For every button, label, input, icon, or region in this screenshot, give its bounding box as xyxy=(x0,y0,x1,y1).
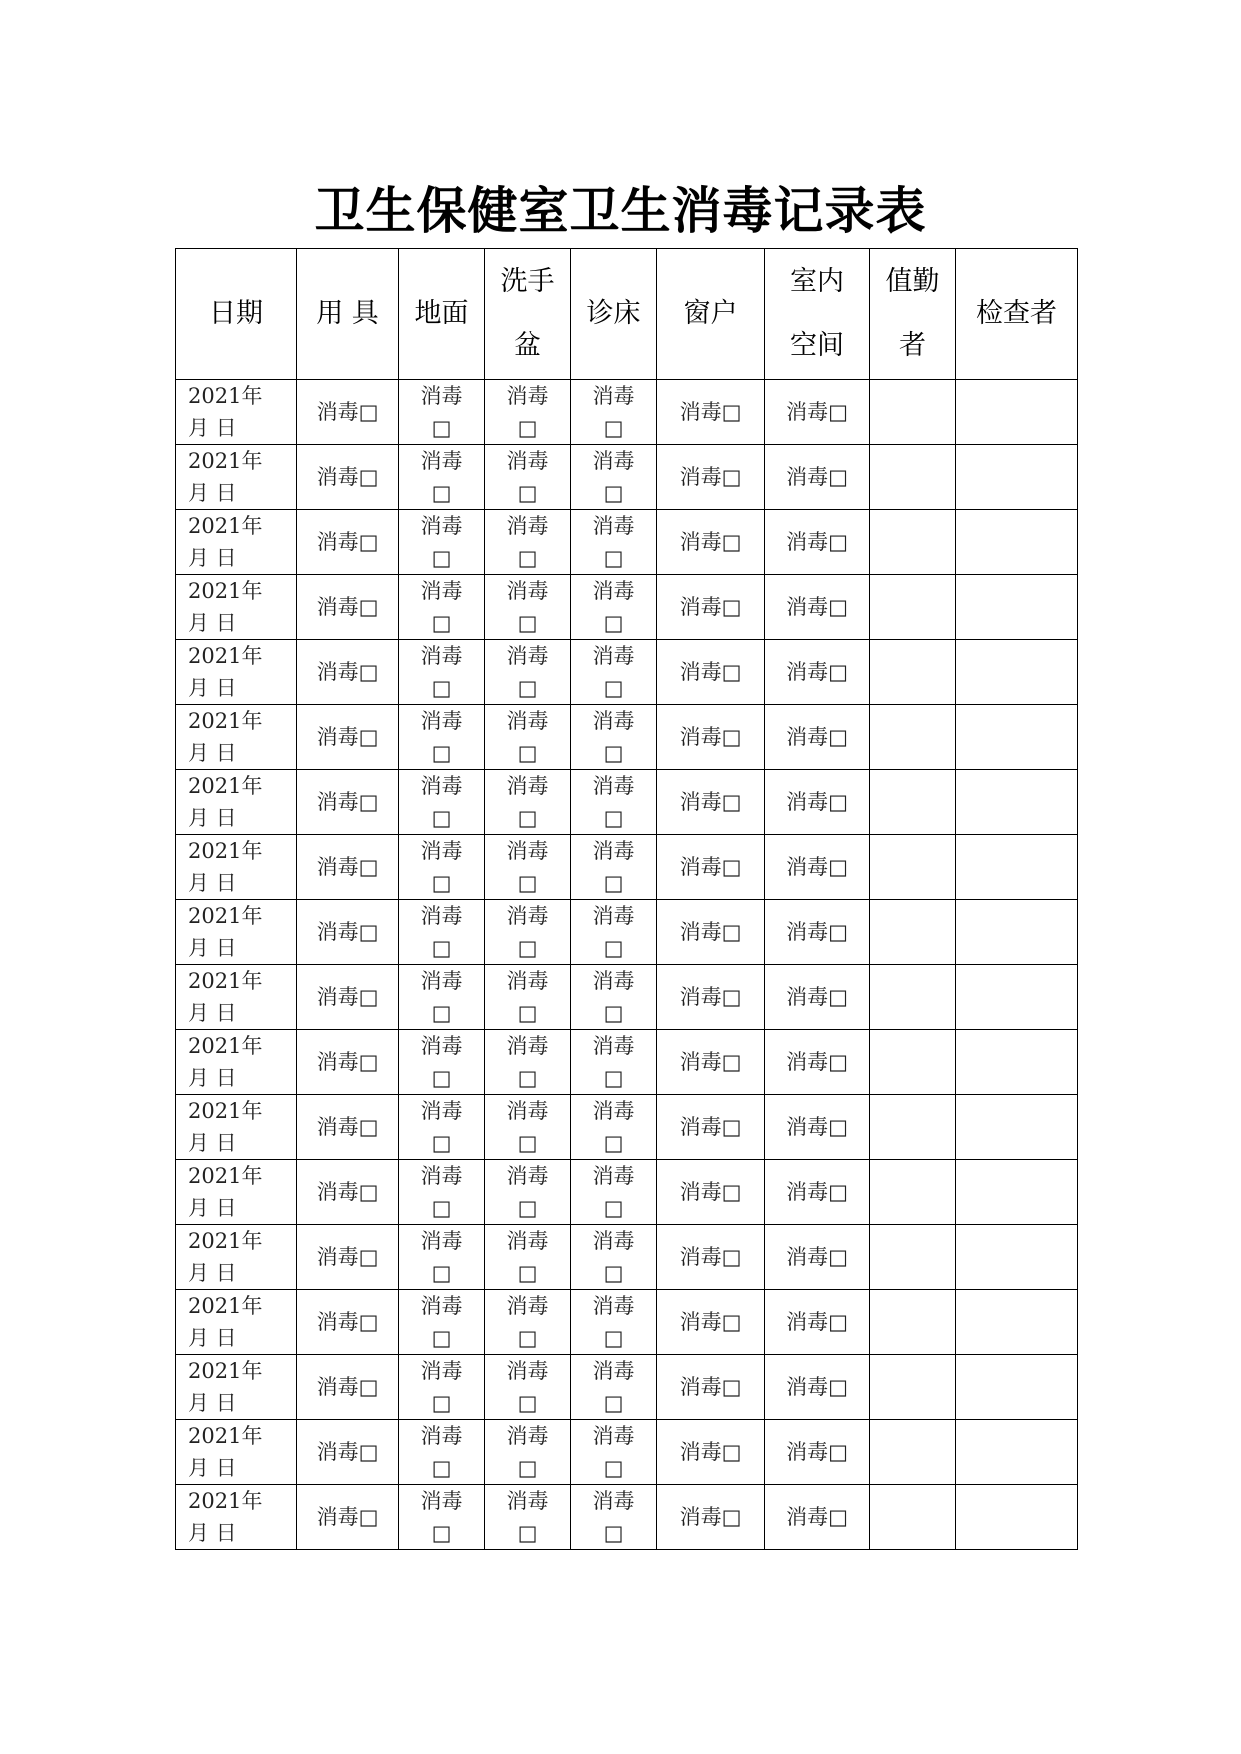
inspector-cell[interactable] xyxy=(956,705,1078,770)
inspector-cell[interactable] xyxy=(956,1355,1078,1420)
indoor-space-cell[interactable]: 消毒□ xyxy=(765,965,870,1030)
washbasin-cell[interactable]: 消毒□ xyxy=(485,1095,571,1160)
utensils-cell[interactable]: 消毒□ xyxy=(297,1160,399,1225)
window-cell[interactable]: 消毒□ xyxy=(657,965,765,1030)
on-duty-cell[interactable] xyxy=(870,575,956,640)
inspector-cell[interactable] xyxy=(956,835,1078,900)
date-cell[interactable]: 2021年 月 日 xyxy=(176,770,297,835)
on-duty-cell[interactable] xyxy=(870,1290,956,1355)
header-exam-bed: 诊床 xyxy=(571,249,657,380)
utensils-cell[interactable]: 消毒□ xyxy=(297,835,399,900)
date-cell[interactable]: 2021年 月 日 xyxy=(176,1095,297,1160)
table-row xyxy=(176,1290,1078,1355)
table-row xyxy=(176,705,1078,770)
utensils-cell[interactable]: 消毒□ xyxy=(297,1485,399,1550)
floor-cell[interactable]: 消毒□ xyxy=(399,1095,485,1160)
exam-bed-cell[interactable]: 消毒□ xyxy=(571,900,657,965)
exam-bed-cell[interactable]: 消毒□ xyxy=(571,1225,657,1290)
floor-cell[interactable]: 消毒□ xyxy=(399,770,485,835)
header-row xyxy=(176,249,1078,380)
indoor-space-cell[interactable]: 消毒□ xyxy=(765,445,870,510)
on-duty-cell[interactable] xyxy=(870,835,956,900)
indoor-space-cell[interactable]: 消毒□ xyxy=(765,1355,870,1420)
window-cell[interactable]: 消毒□ xyxy=(657,510,765,575)
window-cell[interactable]: 消毒□ xyxy=(657,1420,765,1485)
washbasin-cell[interactable]: 消毒□ xyxy=(485,1030,571,1095)
indoor-space-cell[interactable]: 消毒□ xyxy=(765,705,870,770)
washbasin-cell[interactable]: 消毒□ xyxy=(485,445,571,510)
washbasin-cell[interactable]: 消毒□ xyxy=(485,900,571,965)
indoor-space-cell[interactable]: 消毒□ xyxy=(765,770,870,835)
table-row xyxy=(176,770,1078,835)
utensils-cell[interactable]: 消毒□ xyxy=(297,965,399,1030)
window-cell[interactable]: 消毒□ xyxy=(657,445,765,510)
floor-cell[interactable]: 消毒□ xyxy=(399,1420,485,1485)
utensils-cell[interactable]: 消毒□ xyxy=(297,640,399,705)
inspector-cell[interactable] xyxy=(956,1485,1078,1550)
date-cell[interactable]: 2021年 月 日 xyxy=(176,835,297,900)
window-cell[interactable]: 消毒□ xyxy=(657,770,765,835)
table-row xyxy=(176,1030,1078,1095)
utensils-cell[interactable]: 消毒□ xyxy=(297,445,399,510)
table-row xyxy=(176,900,1078,965)
utensils-cell[interactable]: 消毒□ xyxy=(297,575,399,640)
header-washbasin: 洗手盆 xyxy=(485,249,571,380)
window-cell[interactable]: 消毒□ xyxy=(657,835,765,900)
utensils-cell[interactable]: 消毒□ xyxy=(297,705,399,770)
utensils-cell[interactable]: 消毒□ xyxy=(297,1225,399,1290)
header-date: 日期 xyxy=(176,249,297,380)
table-row xyxy=(176,1420,1078,1485)
disinfection-record-table xyxy=(175,248,1078,1550)
on-duty-cell[interactable] xyxy=(870,1095,956,1160)
table-row xyxy=(176,445,1078,510)
washbasin-cell[interactable]: 消毒□ xyxy=(485,1225,571,1290)
window-cell[interactable]: 消毒□ xyxy=(657,1095,765,1160)
utensils-cell[interactable]: 消毒□ xyxy=(297,1355,399,1420)
date-cell[interactable]: 2021年 月 日 xyxy=(176,445,297,510)
washbasin-cell[interactable]: 消毒□ xyxy=(485,705,571,770)
inspector-cell[interactable] xyxy=(956,445,1078,510)
floor-cell[interactable]: 消毒□ xyxy=(399,640,485,705)
indoor-space-cell[interactable]: 消毒□ xyxy=(765,640,870,705)
floor-cell[interactable]: 消毒□ xyxy=(399,1160,485,1225)
indoor-space-cell[interactable]: 消毒□ xyxy=(765,1225,870,1290)
indoor-space-cell[interactable]: 消毒□ xyxy=(765,1030,870,1095)
indoor-space-cell[interactable]: 消毒□ xyxy=(765,1095,870,1160)
inspector-cell[interactable] xyxy=(956,900,1078,965)
table-row xyxy=(176,965,1078,1030)
on-duty-cell[interactable] xyxy=(870,1420,956,1485)
header-indoor-space: 室内空间 xyxy=(765,249,870,380)
exam-bed-cell[interactable]: 消毒□ xyxy=(571,1485,657,1550)
washbasin-cell[interactable]: 消毒□ xyxy=(485,640,571,705)
table-row xyxy=(176,1160,1078,1225)
floor-cell[interactable]: 消毒□ xyxy=(399,1030,485,1095)
window-cell[interactable]: 消毒□ xyxy=(657,705,765,770)
washbasin-cell[interactable]: 消毒□ xyxy=(485,380,571,445)
exam-bed-cell[interactable]: 消毒□ xyxy=(571,380,657,445)
indoor-space-cell[interactable]: 消毒□ xyxy=(765,510,870,575)
date-cell[interactable]: 2021年 月 日 xyxy=(176,965,297,1030)
date-cell[interactable]: 2021年 月 日 xyxy=(176,900,297,965)
utensils-cell[interactable]: 消毒□ xyxy=(297,1290,399,1355)
header-inspector: 检查者 xyxy=(956,249,1078,380)
floor-cell[interactable]: 消毒□ xyxy=(399,965,485,1030)
exam-bed-cell[interactable]: 消毒□ xyxy=(571,1160,657,1225)
indoor-space-cell[interactable]: 消毒□ xyxy=(765,575,870,640)
inspector-cell[interactable] xyxy=(956,575,1078,640)
table-row xyxy=(176,640,1078,705)
table-row xyxy=(176,575,1078,640)
on-duty-cell[interactable] xyxy=(870,965,956,1030)
indoor-space-cell[interactable]: 消毒□ xyxy=(765,380,870,445)
floor-cell[interactable]: 消毒□ xyxy=(399,510,485,575)
washbasin-cell[interactable]: 消毒□ xyxy=(485,835,571,900)
utensils-cell[interactable]: 消毒□ xyxy=(297,380,399,445)
date-cell[interactable]: 2021年 月 日 xyxy=(176,640,297,705)
washbasin-cell[interactable]: 消毒□ xyxy=(485,965,571,1030)
date-cell[interactable]: 2021年 月 日 xyxy=(176,1485,297,1550)
utensils-cell[interactable]: 消毒□ xyxy=(297,770,399,835)
indoor-space-cell[interactable]: 消毒□ xyxy=(765,835,870,900)
on-duty-cell[interactable] xyxy=(870,705,956,770)
date-cell[interactable]: 2021年 月 日 xyxy=(176,1160,297,1225)
window-cell[interactable]: 消毒□ xyxy=(657,1290,765,1355)
table-row xyxy=(176,835,1078,900)
on-duty-cell[interactable] xyxy=(870,900,956,965)
on-duty-cell[interactable] xyxy=(870,510,956,575)
window-cell[interactable]: 消毒□ xyxy=(657,1485,765,1550)
on-duty-cell[interactable] xyxy=(870,1355,956,1420)
header-on-duty: 值勤者 xyxy=(870,249,956,380)
indoor-space-cell[interactable]: 消毒□ xyxy=(765,1485,870,1550)
on-duty-cell[interactable] xyxy=(870,445,956,510)
utensils-cell[interactable]: 消毒□ xyxy=(297,510,399,575)
indoor-space-cell[interactable]: 消毒□ xyxy=(765,1290,870,1355)
window-cell[interactable]: 消毒□ xyxy=(657,1030,765,1095)
on-duty-cell[interactable] xyxy=(870,770,956,835)
date-cell[interactable]: 2021年 月 日 xyxy=(176,705,297,770)
washbasin-cell[interactable]: 消毒□ xyxy=(485,1290,571,1355)
date-cell[interactable]: 2021年 月 日 xyxy=(176,1030,297,1095)
header-window: 窗户 xyxy=(657,249,765,380)
inspector-cell[interactable] xyxy=(956,965,1078,1030)
date-cell[interactable]: 2021年 月 日 xyxy=(176,1290,297,1355)
inspector-cell[interactable] xyxy=(956,1030,1078,1095)
table-row xyxy=(176,1355,1078,1420)
inspector-cell[interactable] xyxy=(956,1160,1078,1225)
washbasin-cell[interactable]: 消毒□ xyxy=(485,1160,571,1225)
window-cell[interactable]: 消毒□ xyxy=(657,575,765,640)
on-duty-cell[interactable] xyxy=(870,1160,956,1225)
washbasin-cell[interactable]: 消毒□ xyxy=(485,575,571,640)
floor-cell[interactable]: 消毒□ xyxy=(399,1290,485,1355)
inspector-cell[interactable] xyxy=(956,1095,1078,1160)
window-cell[interactable]: 消毒□ xyxy=(657,640,765,705)
washbasin-cell[interactable]: 消毒□ xyxy=(485,1355,571,1420)
indoor-space-cell[interactable]: 消毒□ xyxy=(765,1160,870,1225)
header-floor: 地面 xyxy=(399,249,485,380)
floor-cell[interactable]: 消毒□ xyxy=(399,835,485,900)
indoor-space-cell[interactable]: 消毒□ xyxy=(765,1420,870,1485)
exam-bed-cell[interactable]: 消毒□ xyxy=(571,640,657,705)
date-cell[interactable]: 2021年 月 日 xyxy=(176,575,297,640)
exam-bed-cell[interactable]: 消毒□ xyxy=(571,835,657,900)
floor-cell[interactable]: 消毒□ xyxy=(399,705,485,770)
inspector-cell[interactable] xyxy=(956,770,1078,835)
window-cell[interactable]: 消毒□ xyxy=(657,900,765,965)
on-duty-cell[interactable] xyxy=(870,380,956,445)
exam-bed-cell[interactable]: 消毒□ xyxy=(571,1290,657,1355)
floor-cell[interactable]: 消毒□ xyxy=(399,900,485,965)
exam-bed-cell[interactable]: 消毒□ xyxy=(571,445,657,510)
floor-cell[interactable]: 消毒□ xyxy=(399,445,485,510)
on-duty-cell[interactable] xyxy=(870,1030,956,1095)
utensils-cell[interactable]: 消毒□ xyxy=(297,1095,399,1160)
exam-bed-cell[interactable]: 消毒□ xyxy=(571,1030,657,1095)
floor-cell[interactable]: 消毒□ xyxy=(399,1225,485,1290)
inspector-cell[interactable] xyxy=(956,1225,1078,1290)
inspector-cell[interactable] xyxy=(956,380,1078,445)
window-cell[interactable]: 消毒□ xyxy=(657,1225,765,1290)
table-row xyxy=(176,1225,1078,1290)
exam-bed-cell[interactable]: 消毒□ xyxy=(571,575,657,640)
floor-cell[interactable]: 消毒□ xyxy=(399,380,485,445)
inspector-cell[interactable] xyxy=(956,640,1078,705)
inspector-cell[interactable] xyxy=(956,510,1078,575)
exam-bed-cell[interactable]: 消毒□ xyxy=(571,1420,657,1485)
date-cell[interactable]: 2021年 月 日 xyxy=(176,1355,297,1420)
exam-bed-cell[interactable]: 消毒□ xyxy=(571,770,657,835)
indoor-space-cell[interactable]: 消毒□ xyxy=(765,900,870,965)
on-duty-cell[interactable] xyxy=(870,1225,956,1290)
date-cell[interactable]: 2021年 月 日 xyxy=(176,510,297,575)
utensils-cell[interactable]: 消毒□ xyxy=(297,1030,399,1095)
exam-bed-cell[interactable]: 消毒□ xyxy=(571,1095,657,1160)
floor-cell[interactable]: 消毒□ xyxy=(399,1485,485,1550)
washbasin-cell[interactable]: 消毒□ xyxy=(485,770,571,835)
table-row xyxy=(176,1095,1078,1160)
exam-bed-cell[interactable]: 消毒□ xyxy=(571,510,657,575)
date-cell[interactable]: 2021年 月 日 xyxy=(176,1420,297,1485)
utensils-cell[interactable]: 消毒□ xyxy=(297,1420,399,1485)
exam-bed-cell[interactable]: 消毒□ xyxy=(571,965,657,1030)
on-duty-cell[interactable] xyxy=(870,1485,956,1550)
exam-bed-cell[interactable]: 消毒□ xyxy=(571,705,657,770)
washbasin-cell[interactable]: 消毒□ xyxy=(485,1485,571,1550)
washbasin-cell[interactable]: 消毒□ xyxy=(485,510,571,575)
table-body xyxy=(176,380,1078,1550)
inspector-cell[interactable] xyxy=(956,1420,1078,1485)
inspector-cell[interactable] xyxy=(956,1290,1078,1355)
floor-cell[interactable]: 消毒□ xyxy=(399,575,485,640)
floor-cell[interactable]: 消毒□ xyxy=(399,1355,485,1420)
table-row xyxy=(176,510,1078,575)
window-cell[interactable]: 消毒□ xyxy=(657,1160,765,1225)
page-title: 卫生保健室卫生消毒记录表 xyxy=(314,182,927,240)
table-row xyxy=(176,1485,1078,1550)
window-cell[interactable]: 消毒□ xyxy=(657,1355,765,1420)
window-cell[interactable]: 消毒□ xyxy=(657,380,765,445)
washbasin-cell[interactable]: 消毒□ xyxy=(485,1420,571,1485)
utensils-cell[interactable]: 消毒□ xyxy=(297,900,399,965)
table-row xyxy=(176,380,1078,445)
on-duty-cell[interactable] xyxy=(870,640,956,705)
header-utensils: 用 具 xyxy=(297,249,399,380)
exam-bed-cell[interactable]: 消毒□ xyxy=(571,1355,657,1420)
date-cell[interactable]: 2021年 月 日 xyxy=(176,1225,297,1290)
date-cell[interactable]: 2021年 月 日 xyxy=(176,380,297,445)
